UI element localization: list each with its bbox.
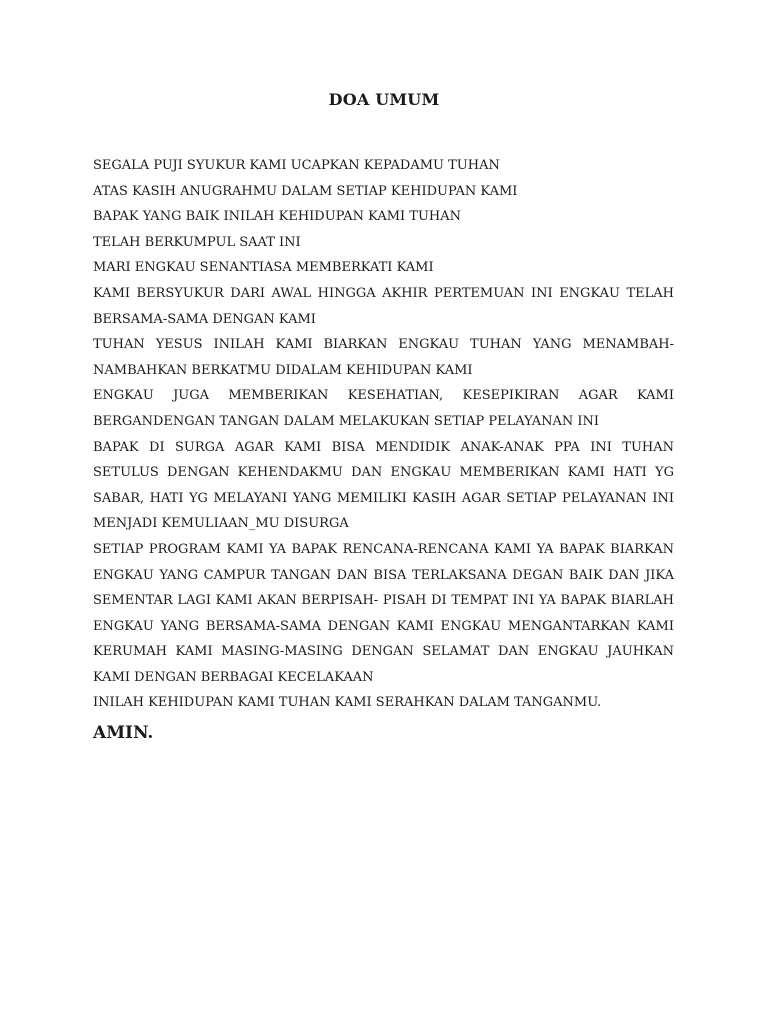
prayer-paragraph: TELAH BERKUMPUL SAAT INI — [93, 234, 301, 250]
prayer-body — [93, 153, 674, 746]
prayer-paragraph: KAMI BERSYUKUR DARI AWAL HINGGA AKHIR PERTEMUAN INI ENGKAU TELAH BERSAMA-SAMA DENGAN KAMI — [93, 285, 674, 327]
prayer-paragraph: SETIAP PROGRAM KAMI YA BAPAK RENCANA-RENCANA KAMI YA BAPAK BIARKAN ENGKAU YANG CAMPUR TANGAN DAN BISA TERLAKSANA DEGAN BAIK DAN JIKA SEMENTAR LAGI KAMI AKAN BERPISAH- PISAH DI TEMPAT INI YA BAPAK BIARLAH ENGKAU YANG BERSAMA-SAMA DENGAN KAMI ENGKAU MENGANTARKAN KAMI KERUMAH KAMI MASING-MASING DENGAN SELAMAT DAN ENGKAU JAUHKAN KAMI DENGAN BERBAGAI KECELAKAAN — [93, 541, 674, 685]
page-title: DOA UMUM — [328, 90, 440, 109]
prayer-paragraph: SEGALA PUJI SYUKUR KAMI UCAPKAN KEPADAMU TUHAN — [93, 158, 500, 173]
prayer-paragraph: ATAS KASIH ANUGRAHMU DALAM SETIAP KEHIDUPAN KAMI — [93, 183, 518, 199]
prayer-paragraph: BAPAK DI SURGA AGAR KAMI BISA MENDIDIK ANAK-ANAK PPA INI TUHAN SETULUS DENGAN KEHENDAKMU DAN ENGKAU MEMBERIKAN KAMI HATI YG SABAR, HATI YG MELAYANI YANG MEMILIKI KASIH AGAR SETIAP PELAYANAN INI MENJADI KEMULIAAN_MU DISURGA — [93, 439, 674, 532]
prayer-paragraph: ENGKAU JUGA MEMBERIKAN KESEHATIAN, KESEPIKIRAN AGAR KAMI BERGANDENGAN TANGAN DALAM MELAKUKAN SETIAP PELAYANAN INI — [93, 388, 674, 429]
closing-amen: AMIN. — [93, 723, 154, 744]
prayer-paragraph: MARI ENGKAU SENANTIASA MEMBERKATI KAMI — [93, 260, 434, 276]
prayer-paragraph: INILAH KEHIDUPAN KAMI TUHAN KAMI SERAHKAN DALAM TANGANMU. — [93, 695, 602, 711]
prayer-paragraph: TUHAN YESUS INILAH KAMI BIARKAN ENGKAU TUHAN YANG MENAMBAH-NAMBAHKAN BERKATMU DIDALAM KEHIDUPAN KAMI — [93, 337, 674, 378]
prayer-paragraph: BAPAK YANG BAIK INILAH KEHIDUPAN KAMI TUHAN — [93, 209, 462, 225]
